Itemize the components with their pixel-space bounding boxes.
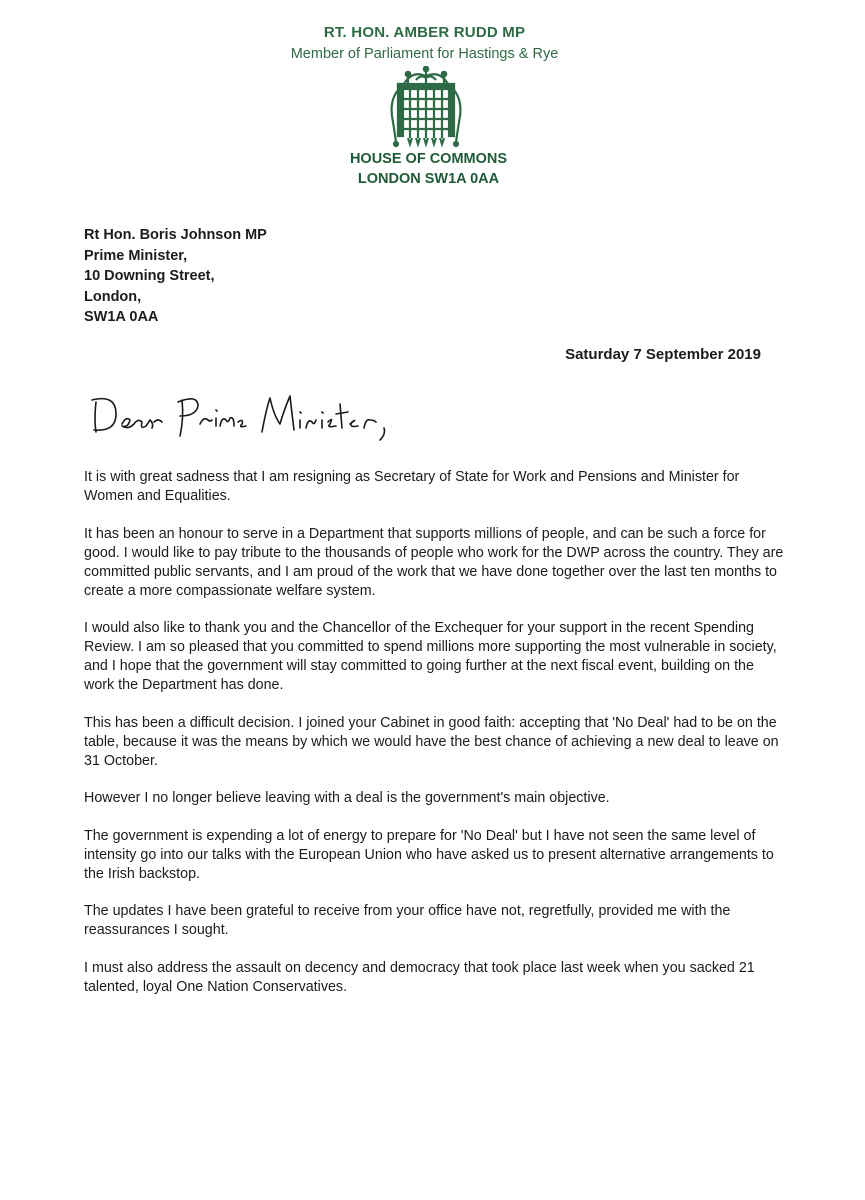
recipient-line: Rt Hon. Boris Johnson MP (84, 227, 267, 243)
body-paragraph: I must also address the assault on decency and democracy that took place last week when you sacked 21 talented, loyal One Nation Conservatives. (84, 959, 755, 995)
body-paragraph: However I no longer believe leaving with a deal is the government's main objective. (84, 790, 610, 806)
body-paragraph: It has been an honour to serve in a Department that supports millions of people, and can be such a force for good. I would like to pay tribute to the thousands of people who work for the DWP across the country. They are committed public servants, and I am proud of the work that we have done together over the last ten months to create a more compassionate welfare system. (84, 525, 784, 599)
body-paragraph: The government is expending a lot of energy to prepare for 'No Deal' but I have not seen the same level of intensity go into our talks with the European Union who have asked us to present alternative arrangements to the Irish backstop. (84, 827, 774, 882)
body-paragraph: The updates I have been grateful to receive from your office have not, regretfully, provided me with the reassurances I sought. (84, 903, 731, 938)
letterhead-name: RT. HON. AMBER RUDD MP (323, 24, 526, 41)
recipient-line: Prime Minister, (84, 247, 188, 264)
portcullis-icon (386, 66, 466, 150)
body-paragraph: I would also like to thank you and the Chancellor of the Exchequer for your support in the recent Spending Review. I am so pleased that you committed to spend millions more supporting the most vulnerable in society, and I hope that the government will stay committed to going further at the next fiscal event, building on the work the Department has done. (84, 620, 777, 693)
body-paragraph: It is with great sadness that I am resigning as Secretary of State for Work and Pensions and Minister for Women and Equalities. (84, 469, 740, 504)
body-paragraph: This has been a difficult decision. I joined your Cabinet in good faith: accepting that 'No Deal' had to be on the table, because it was the means by which we would have the best chance of achieving a new deal to leave on 31 October. (84, 714, 779, 769)
recipient-line: SW1A 0AA (84, 309, 159, 325)
letter-body (84, 468, 784, 1015)
letterhead-house: HOUSE OF COMMONS (349, 151, 508, 167)
letter-date: Saturday 7 September 2019 (565, 346, 761, 363)
recipient-line: London, (84, 288, 142, 305)
handwritten-salutation (86, 380, 406, 450)
letterhead-subtitle: Member of Parliament for Hastings & Rye (290, 46, 559, 62)
letterhead-address: LONDON SW1A 0AA (357, 171, 500, 187)
recipient-address (84, 225, 267, 328)
recipient-line: 10 Downing Street, (84, 268, 215, 284)
